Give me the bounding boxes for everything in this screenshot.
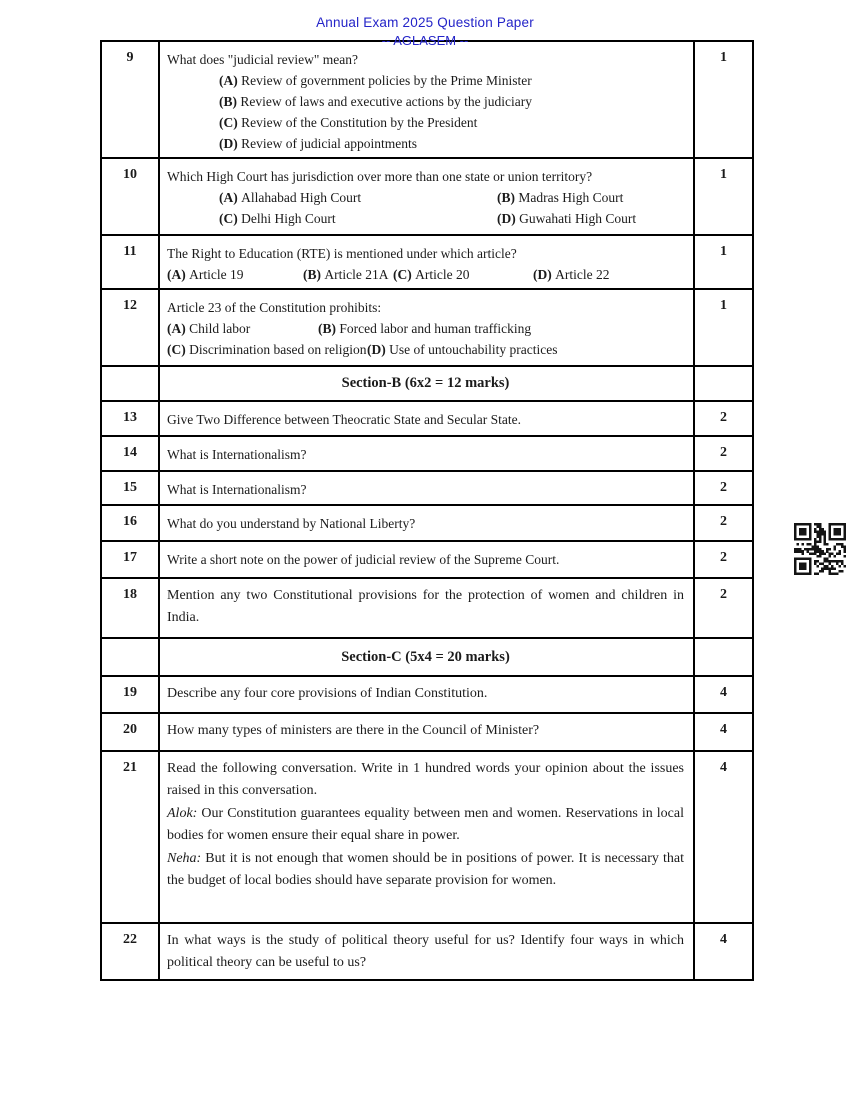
table-row xyxy=(102,437,752,472)
marks-value: 2 xyxy=(693,542,752,577)
option-label: (A) xyxy=(219,73,238,88)
table-row xyxy=(102,677,752,714)
option-label: (A) xyxy=(167,267,186,282)
table-row xyxy=(102,506,752,542)
marks-value: 1 xyxy=(693,236,752,288)
dialog-speaker: Alok: xyxy=(167,805,198,821)
question-text: What is Internationalism? xyxy=(167,447,307,462)
marks-value: 2 xyxy=(693,402,752,435)
section-header: Section-B (6x2 = 12 marks) xyxy=(341,375,510,391)
question-text: Article 23 of the Constitution prohibits: xyxy=(167,300,382,315)
option-label: (B) xyxy=(318,321,336,336)
option-label: (D) xyxy=(533,267,552,282)
marks-value: 2 xyxy=(693,506,752,540)
question-cell xyxy=(160,542,693,577)
option-line xyxy=(167,339,684,360)
option-label: (C) xyxy=(393,267,412,282)
option-label: (D) xyxy=(367,342,386,357)
option-label: (A) xyxy=(219,190,238,205)
question-number: 21 xyxy=(102,752,160,922)
marks-value: 1 xyxy=(693,159,752,234)
question-cell xyxy=(160,236,693,288)
option: (C) Review of the Constitution by the President xyxy=(219,115,478,130)
option: (D) Use of untouchability practices xyxy=(367,342,558,357)
question-text: Give Two Difference between Theocratic State and Secular State. xyxy=(167,412,522,427)
option: (A) Child labor xyxy=(167,321,251,336)
table-row xyxy=(102,159,752,236)
option-label: (C) xyxy=(219,115,238,130)
option: (B) Article 21A xyxy=(303,267,389,282)
marks-value xyxy=(693,367,752,400)
option: (D) Review of judicial appointments xyxy=(219,136,417,151)
option: (B) Madras High Court xyxy=(497,190,624,205)
question-text: Write a short note on the power of judicial review of the Supreme Court. xyxy=(167,552,560,567)
question-number: 18 xyxy=(102,579,160,637)
table-row xyxy=(102,472,752,506)
question-text: The Right to Education (RTE) is mentioned under which article? xyxy=(167,246,517,261)
question-text: What do you understand by National Liberty? xyxy=(167,516,416,531)
qr-code xyxy=(794,523,846,575)
option: (A) Allahabad High Court xyxy=(219,190,362,205)
question-cell xyxy=(160,924,693,979)
table-row xyxy=(102,924,752,979)
table-row xyxy=(102,714,752,752)
option: (C) Delhi High Court xyxy=(219,211,336,226)
page-title: Annual Exam 2025 Question Paper xyxy=(316,15,534,30)
question-number: 19 xyxy=(102,677,160,712)
question-cell xyxy=(160,402,693,435)
question-number: 9 xyxy=(102,42,160,157)
question-text: Read the following conversation. Write in 1 hundred words your opinion about the issues raised in this conversation. xyxy=(167,761,684,799)
section-row xyxy=(102,367,752,402)
question-number: 16 xyxy=(102,506,160,540)
question-number: 11 xyxy=(102,236,160,288)
question-text: What does "judicial review" mean? xyxy=(167,52,358,67)
question-cell xyxy=(160,367,693,400)
option-line xyxy=(167,133,684,154)
question-text: In what ways is the study of political theory useful for us? Identify four ways in which political theory can be useful to us? xyxy=(167,933,684,971)
option: (D) Guwahati High Court xyxy=(497,211,637,226)
option-line xyxy=(167,91,684,112)
question-cell xyxy=(160,639,693,675)
question-cell xyxy=(160,159,693,234)
option-label: (B) xyxy=(497,190,515,205)
option: (B) Review of laws and executive actions by the judiciary xyxy=(219,94,533,109)
option-line xyxy=(167,208,684,229)
table-row xyxy=(102,42,752,159)
question-text: Which High Court has jurisdiction over more than one state or union territory? xyxy=(167,169,593,184)
question-table xyxy=(100,40,754,981)
question-text: Mention any two Constitutional provisions for the protection of women and children in India. xyxy=(167,588,684,626)
question-cell xyxy=(160,677,693,712)
table-row xyxy=(102,752,752,924)
option-label: (C) xyxy=(219,211,238,226)
question-cell xyxy=(160,42,693,157)
section-row xyxy=(102,639,752,677)
question-number: 13 xyxy=(102,402,160,435)
option-label: (C) xyxy=(167,342,186,357)
option-label: (D) xyxy=(497,211,516,226)
question-number: 14 xyxy=(102,437,160,470)
marks-value: 2 xyxy=(693,579,752,637)
question-number: 12 xyxy=(102,290,160,365)
question-cell xyxy=(160,752,693,922)
question-cell xyxy=(160,472,693,504)
option: (D) Article 22 xyxy=(533,267,610,282)
marks-value: 4 xyxy=(693,677,752,712)
marks-value: 1 xyxy=(693,42,752,157)
option: (B) Forced labor and human trafficking xyxy=(318,321,532,336)
table-row xyxy=(102,542,752,579)
option: (A) Article 19 xyxy=(167,267,244,282)
option: (C) Discrimination based on religion xyxy=(167,342,367,357)
option-label: (B) xyxy=(219,94,237,109)
marks-value: 1 xyxy=(693,290,752,365)
question-text: Describe any four core provisions of Indian Constitution. xyxy=(167,686,488,701)
option-label: (D) xyxy=(219,136,238,151)
option-label: (A) xyxy=(167,321,186,336)
dialog-line: Alok: Our Constitution guarantees equality between men and women. Reservations in local bodies for women ensure their equal share in power. xyxy=(167,805,684,844)
table-row xyxy=(102,236,752,290)
marks-value: 4 xyxy=(693,714,752,750)
marks-value: 4 xyxy=(693,924,752,979)
option-line xyxy=(167,264,684,285)
table-row xyxy=(102,290,752,367)
option-line xyxy=(167,112,684,133)
table-row xyxy=(102,579,752,639)
table-row xyxy=(102,402,752,437)
question-cell xyxy=(160,579,693,637)
question-cell xyxy=(160,714,693,750)
question-cell xyxy=(160,437,693,470)
question-cell xyxy=(160,290,693,365)
option: (C) Article 20 xyxy=(393,267,470,282)
question-number xyxy=(102,639,160,675)
marks-value xyxy=(693,639,752,675)
dialog-line: Neha: But it is not enough that women should be in positions of power. It is necessary that the budget of local bodies should have separate provision for women. xyxy=(167,850,684,889)
question-number: 20 xyxy=(102,714,160,750)
option-line xyxy=(167,318,684,339)
marks-value: 2 xyxy=(693,472,752,504)
dialog-speaker: Neha: xyxy=(167,850,202,866)
question-text: How many types of ministers are there in the Council of Minister? xyxy=(167,723,540,738)
section-header: Section-C (5x4 = 20 marks) xyxy=(341,648,510,665)
option: (A) Review of government policies by the Prime Minister xyxy=(219,73,532,88)
question-number: 15 xyxy=(102,472,160,504)
question-number: 17 xyxy=(102,542,160,577)
question-cell xyxy=(160,506,693,540)
marks-value: 2 xyxy=(693,437,752,470)
aglasem-watermark: -- AGLASEM -- xyxy=(381,33,469,48)
option-line xyxy=(167,70,684,91)
question-number xyxy=(102,367,160,400)
question-number: 10 xyxy=(102,159,160,234)
question-text: What is Internationalism? xyxy=(167,482,307,497)
question-number: 22 xyxy=(102,924,160,979)
option-label: (B) xyxy=(303,267,321,282)
option-line xyxy=(167,187,684,208)
marks-value: 4 xyxy=(693,752,752,922)
